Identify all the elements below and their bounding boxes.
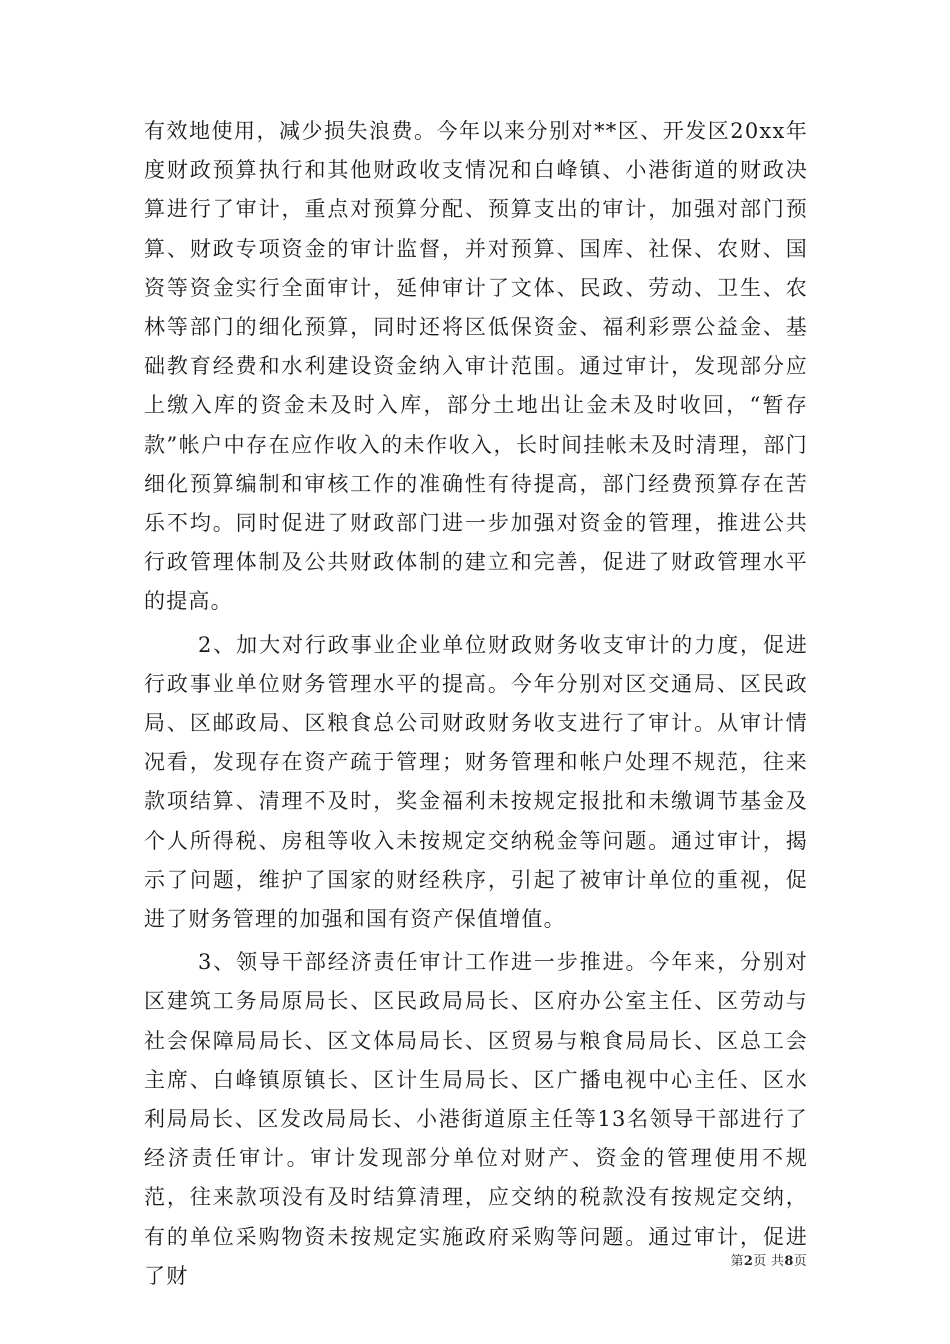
- footer-prefix: 第: [730, 1254, 744, 1269]
- footer-suffix: 页: [793, 1254, 807, 1269]
- paragraph-2: 2、加大对行政事业企业单位财政财务收支审计的力度，促进行政事业单位财务管理水平的提高。今年分别对区交通局、区民政局、区邮政局、区粮食总公司财政财务收支进行了审计。从审计情况看，发现存在资产疏于管理；财务管理和帐户处理不规范，往来款项结算、清理不及时，奖金福利未按规定报批和未缴调节基金及个人所得税、房租等收入未按规定交纳税金等问题。通过审计，揭示了问题，维护了国家的财经秩序，引起了被审计单位的重视，促进了财务管理的加强和国有资产保值增值。: [144, 632, 808, 932]
- document-body: [144, 112, 808, 1296]
- paragraph-1: 有效地使用，减少损失浪费。今年以来分别对**区、开发区20xx年度财政预算执行和其他财政收支情况和白峰镇、小港街道的财政决算进行了审计，重点对预算分配、预算支出的审计，加强对部门预算、财政专项资金的审计监督，并对预算、国库、社保、农财、国资等资金实行全面审计，延伸审计了文体、民政、劳动、卫生、农林等部门的细化预算，同时还将区低保资金、福利彩票公益金、基础教育经费和水利建设资金纳入审计范围。通过审计，发现部分应上缴入库的资金未及时入库，部分土地出让金未及时收回，“暂存款”帐户中存在应作收入的未作收入，长时间挂帐未及时清理，部门细化预算编制和审核工作的准确性有待提高，部门经费预算存在苦乐不均。同时促进了财政部门进一步加强对资金的管理，推进公共行政管理体制及公共财政体制的建立和完善，促进了财政管理水平的提高。: [144, 119, 808, 614]
- current-page-number: 2: [743, 1254, 754, 1269]
- page-number-footer: [731, 1250, 807, 1269]
- total-pages-number: 8: [784, 1254, 794, 1269]
- paragraph-3: 3、领导干部经济责任审计工作进一步推进。今年来，分别对区建筑工务局原局长、区民政局局长、区府办公室主任、区劳动与社会保障局局长、区文体局局长、区贸易与粮食局局长、区总工会主席、白峰镇原镇长、区计生局局长、区广播电视中心主任、区水利局局长、区发改局局长、小港街道原主任等13名领导干部进行了经济责任审计。审计发现部分单位对财产、资金的管理使用不规范，往来款项没有及时结算清理，应交纳的税款没有按规定交纳，有的单位采购物资未按规定实施政府采购等问题。通过审计，促进了财: [144, 950, 808, 1288]
- footer-middle: 页 共: [753, 1254, 785, 1269]
